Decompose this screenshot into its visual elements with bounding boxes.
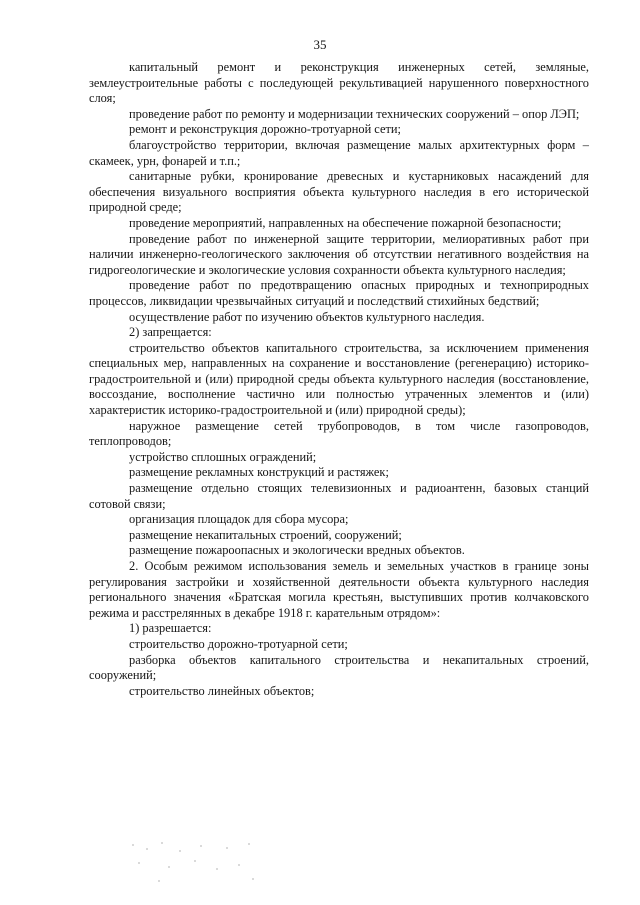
paragraph: разборка объектов капитального строительства и некапитальных строений, сооружений; xyxy=(89,652,589,683)
paragraph: размещение некапитальных строений, сооружений; xyxy=(129,527,402,542)
paragraph: строительство объектов капитального строительства, за исключением применения специальных мер, направленных на сохранение и восстановление (регенерацию) историко-градостроительной и (или) природной среды объекта культурного наследия (восстановление, воссоздание, восполнение частично или полностью утраченных элементов и (или) характеристик историко-градостроительной и (или) природной среды); xyxy=(89,340,589,418)
paragraph: устройство сплошных ограждений; xyxy=(129,449,317,464)
paragraph: проведение работ по инженерной защите территории, мелиоративных работ при наличии инженерно-геологического заключения об отсутствии негативного воздействия на гидрогеологические и экологические условия сохранности объекта культурного наследия; xyxy=(89,231,589,277)
page-number: 35 xyxy=(313,37,327,52)
list-heading: 2) запрещается: xyxy=(129,325,212,340)
paragraph: осуществление работ по изучению объектов культурного наследия. xyxy=(129,309,485,324)
paragraph: капитальный ремонт и реконструкция инженерных сетей, земляные, землеустроительные работы с последующей рекультивацией нарушенного поверхностного слоя; xyxy=(89,60,589,106)
paragraph: благоустройство территории, включая размещение малых архитектурных форм – скамеек, урн, фонарей и т.п.; xyxy=(89,137,589,168)
paragraph: ремонт и реконструкция дорожно-тротуарной сети; xyxy=(129,122,401,137)
section-paragraph: 2. Особым режимом использования земель и земельных участков в границе зоны регулирования застройки и хозяйственной деятельности объекта культурного наследия регионального значения «Братская могила крестьян, выступивших против колчаковского режима и расстрелянных в декабре 1918 г. карательным отрядом»: xyxy=(89,559,589,620)
paragraph: проведение работ по ремонту и модернизации технических сооружений – опор ЛЭП; xyxy=(129,106,580,121)
paragraph: строительство линейных объектов; xyxy=(129,683,315,698)
paragraph: проведение работ по предотвращению опасных природных и техноприродных процессов, ликвидации чрезвычайных ситуаций и последствий стихийных бедствий; xyxy=(89,278,589,308)
paragraph: наружное размещение сетей трубопроводов, в том числе газопроводов, теплопроводов; xyxy=(89,418,589,449)
paragraph: строительство дорожно-тротуарной сети; xyxy=(129,636,348,651)
list-heading: 1) разрешается: xyxy=(129,621,212,636)
paragraph: проведение мероприятий, направленных на обеспечение пожарной безопасности; xyxy=(129,215,562,230)
paragraph: организация площадок для сбора мусора; xyxy=(129,512,349,527)
document-body xyxy=(89,60,589,699)
paragraph: размещение отдельно стоящих телевизионных и радиоантенн, базовых станций сотовой связи; xyxy=(89,481,589,511)
paragraph: размещение пожароопасных и экологически вредных объектов. xyxy=(129,543,465,558)
scan-artifact xyxy=(128,838,268,888)
paragraph: размещение рекламных конструкций и растяжек; xyxy=(129,465,389,480)
paragraph: санитарные рубки, кронирование древесных и кустарниковых насаждений для обеспечения визуального восприятия объекта культурного наследия в его исторической природной среде; xyxy=(89,169,589,215)
